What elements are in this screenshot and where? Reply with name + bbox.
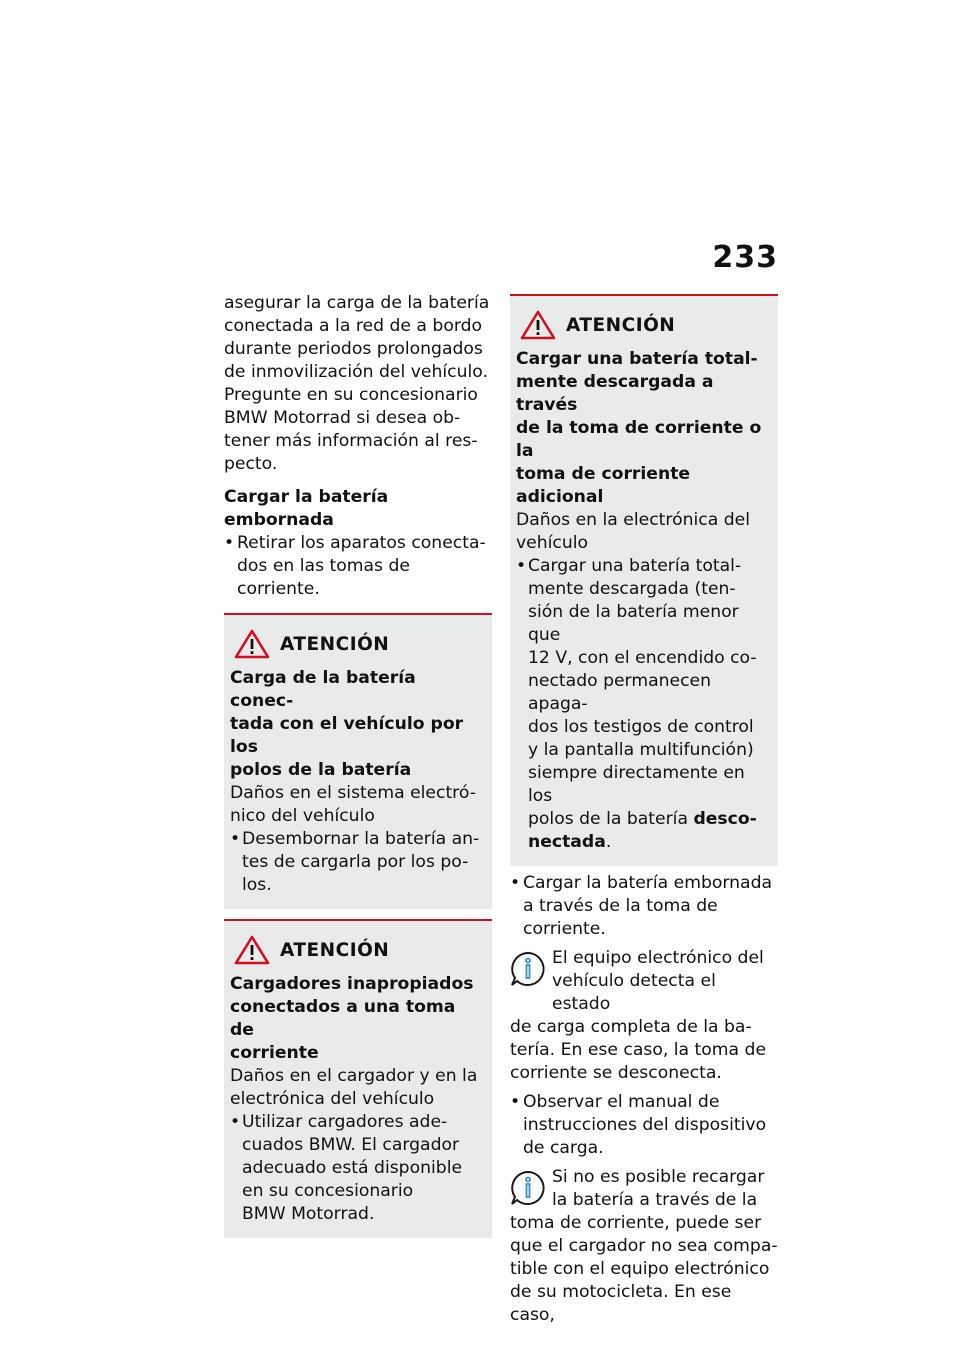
warning-description — [516, 509, 768, 555]
warning-triangle-icon — [234, 935, 270, 965]
text-fragment: . — [605, 832, 612, 852]
warning-description — [230, 782, 482, 828]
info-note — [510, 1166, 778, 1327]
text-line: en su concesionario — [242, 1181, 414, 1201]
text-line: Daños en el cargador y en la — [230, 1066, 478, 1086]
text-line: instrucciones del dispositivo — [523, 1115, 767, 1135]
list-item — [510, 872, 778, 941]
text-line: tes de cargarla por los po- — [242, 852, 469, 872]
text-line: de carga completa de la ba- — [510, 1017, 752, 1037]
left-column — [224, 292, 492, 1238]
warning-subtitle — [230, 973, 482, 1065]
text-line: Cargar una batería total- — [516, 349, 758, 369]
text-line: la batería a través de la — [552, 1190, 758, 1210]
warning-header — [234, 629, 482, 659]
text-line: de carga. — [523, 1138, 604, 1158]
text-line: BMW Motorrad si desea ob- — [224, 408, 461, 428]
warning-title: ATENCIÓN — [566, 314, 676, 336]
text-line — [528, 808, 768, 831]
text-line: dos en las tomas de corriente. — [237, 556, 410, 599]
text-line: 12 V, con el encendido co- — [528, 648, 757, 668]
warning-header — [520, 310, 768, 340]
text-line: • Observar el manual de — [523, 1092, 720, 1112]
page-number: 233 — [712, 240, 778, 275]
intro-paragraph — [224, 292, 492, 476]
text-line: vehículo detecta el estado — [552, 971, 716, 1014]
text-line: sión de la batería menor que — [528, 602, 739, 645]
text-line: El equipo electrónico del — [552, 948, 764, 968]
section-heading: Cargar la batería embornada — [224, 487, 389, 530]
warning-triangle-icon — [234, 629, 270, 659]
text-line: cuados BMW. El cargador — [242, 1135, 460, 1155]
text-line: • Desembornar la batería an- — [242, 829, 480, 849]
warning-header — [234, 935, 482, 965]
text-line: vehículo — [516, 533, 589, 553]
text-line: corriente se desconecta. — [510, 1063, 722, 1083]
text-line: siempre directamente en los — [528, 763, 745, 806]
text-line: • Utilizar cargadores ade- — [242, 1112, 448, 1132]
text-line: y la pantalla multifunción) — [528, 740, 754, 760]
text-line: • Retirar los aparatos conecta- — [237, 533, 486, 553]
text-line: nectado permanecen apaga- — [528, 671, 711, 714]
text-line: • Cargar la batería embornada — [523, 873, 773, 893]
warning-triangle-icon — [520, 310, 556, 340]
text-line: asegurar la carga de la batería — [224, 293, 490, 313]
text-line: mente descargada (ten- — [528, 579, 736, 599]
text-line: adecuado está disponible — [242, 1158, 463, 1178]
text-line: electrónica del vehículo — [230, 1089, 435, 1109]
text-line: de la toma de corriente o la — [516, 418, 762, 461]
text-line — [528, 831, 768, 854]
list-item — [510, 1091, 778, 1160]
text-line: corriente. — [523, 919, 606, 939]
text-line: Cargadores inapropiados — [230, 974, 474, 994]
list-item — [224, 532, 492, 601]
warning-description — [230, 1065, 482, 1111]
info-icon — [510, 951, 546, 987]
text-fragment: polos de la batería — [528, 809, 694, 829]
text-line: Daños en el sistema electró- — [230, 783, 476, 803]
text-line: de inmovilización del vehículo. — [224, 362, 488, 382]
text-line: conectada a la red de a bordo — [224, 316, 483, 336]
right-column — [510, 294, 778, 1327]
warning-box — [224, 613, 492, 909]
text-fragment-bold: nectada — [528, 832, 606, 852]
text-line: que el cargador no sea compa- — [510, 1236, 778, 1256]
text-line: pecto. — [224, 454, 278, 474]
text-line: Daños en la electrónica del — [516, 510, 750, 530]
info-first-lines — [510, 1166, 778, 1212]
warning-title: ATENCIÓN — [280, 633, 390, 655]
text-line: tible con el equipo electrónico — [510, 1259, 770, 1279]
list-item — [516, 555, 768, 854]
warning-title: ATENCIÓN — [280, 939, 390, 961]
warning-box — [224, 919, 492, 1238]
text-line: tada con el vehículo por los — [230, 714, 464, 757]
warning-box — [510, 294, 778, 866]
text-line: toma de corriente, puede ser — [510, 1213, 762, 1233]
text-line: durante periodos prolongados — [224, 339, 483, 359]
text-line: tener más información al res- — [224, 431, 478, 451]
info-first-lines — [510, 947, 778, 1016]
text-line: BMW Motorrad. — [242, 1204, 375, 1224]
text-line: toma de corriente adicional — [516, 464, 691, 507]
text-line: tería. En ese caso, la toma de — [510, 1040, 767, 1060]
text-line: corriente — [230, 1043, 319, 1063]
text-line: • Cargar una batería total- — [528, 556, 742, 576]
info-note — [510, 947, 778, 1085]
text-line: a través de la toma de — [523, 896, 718, 916]
text-line: polos de la batería — [230, 760, 412, 780]
text-line: nico del vehículo — [230, 806, 375, 826]
info-icon — [510, 1170, 546, 1206]
text-fragment-bold: desco- — [693, 809, 757, 829]
text-line: de su motocicleta. En ese caso, — [510, 1282, 732, 1325]
text-line: Pregunte en su concesionario — [224, 385, 478, 405]
text-line: Si no es posible recargar — [552, 1167, 765, 1187]
text-line: mente descargada a través — [516, 372, 714, 415]
list-item — [230, 1111, 482, 1226]
warning-subtitle — [516, 348, 768, 509]
text-line: conectados a una toma de — [230, 997, 456, 1040]
text-line: Carga de la batería conec- — [230, 668, 416, 711]
list-item — [230, 828, 482, 897]
text-line: los. — [242, 875, 272, 895]
warning-subtitle — [230, 667, 482, 782]
text-line: dos los testigos de control — [528, 717, 754, 737]
